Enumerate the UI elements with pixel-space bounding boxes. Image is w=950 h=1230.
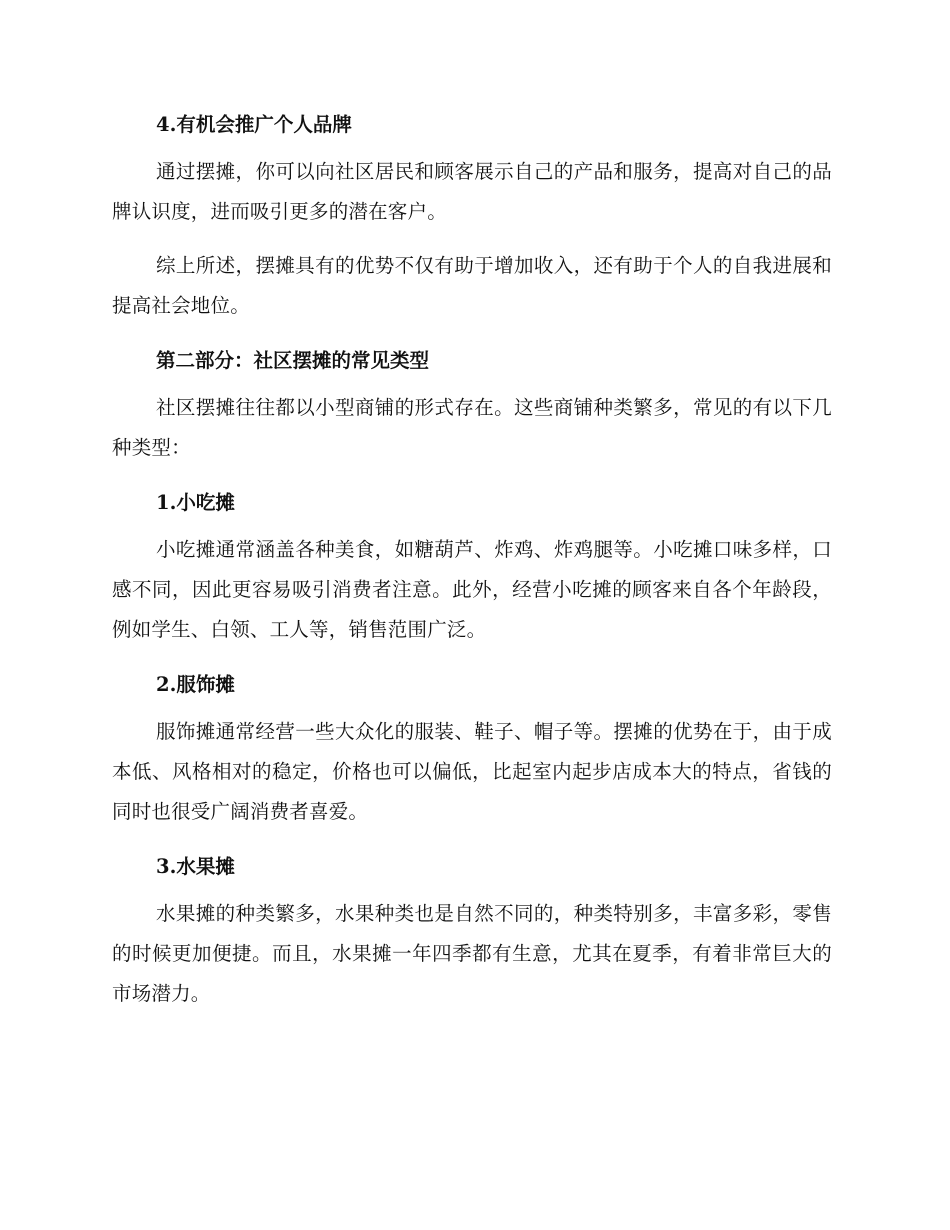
paragraph-types-intro: 社区摆摊往往都以小型商铺的形式存在。这些商铺种类繁多，常见的有以下几种类型：: [112, 396, 832, 459]
section-heading-snack-stall: 1.小吃摊: [156, 491, 235, 514]
paragraph-fruit-stall: 水果摊的种类繁多，水果种类也是自然不同的，种类特别多，丰富多彩，零售的时候更加便捷。而且，水果摊一年四季都有生意，尤其在夏季，有着非常巨大的市场潜力。: [112, 902, 832, 1005]
paragraph-snack-stall: 小吃摊通常涵盖各种美食，如糖葫芦、炸鸡、炸鸡腿等。小吃摊口味多样，口感不同，因此更容易吸引消费者注意。此外，经营小吃摊的顾客来自各个年龄段，例如学生、白领、工人等，销售范围广泛。: [112, 538, 832, 641]
paragraph-brand: 通过摆摊，你可以向社区居民和顾客展示自己的产品和服务，提高对自己的品牌认识度，进而吸引更多的潜在客户。: [112, 160, 832, 223]
part-two-heading: 第二部分：社区摆摊的常见类型: [156, 349, 430, 372]
paragraph-summary: 综上所述，摆摊具有的优势不仅有助于增加收入，还有助于个人的自我进展和提高社会地位。: [112, 254, 832, 317]
section-heading-brand: 4.有机会推广个人品牌: [156, 113, 352, 136]
document-page: [112, 104, 832, 1028]
section-heading-fruit-stall: 3.水果摊: [156, 855, 235, 878]
paragraph-clothing-stall: 服饰摊通常经营一些大众化的服装、鞋子、帽子等。摆摊的优势在于，由于成本低、风格相对的稳定，价格也可以偏低，比起室内起步店成本大的特点，省钱的同时也很受广阔消费者喜爱。: [112, 720, 832, 823]
section-heading-clothing-stall: 2.服饰摊: [156, 673, 235, 696]
